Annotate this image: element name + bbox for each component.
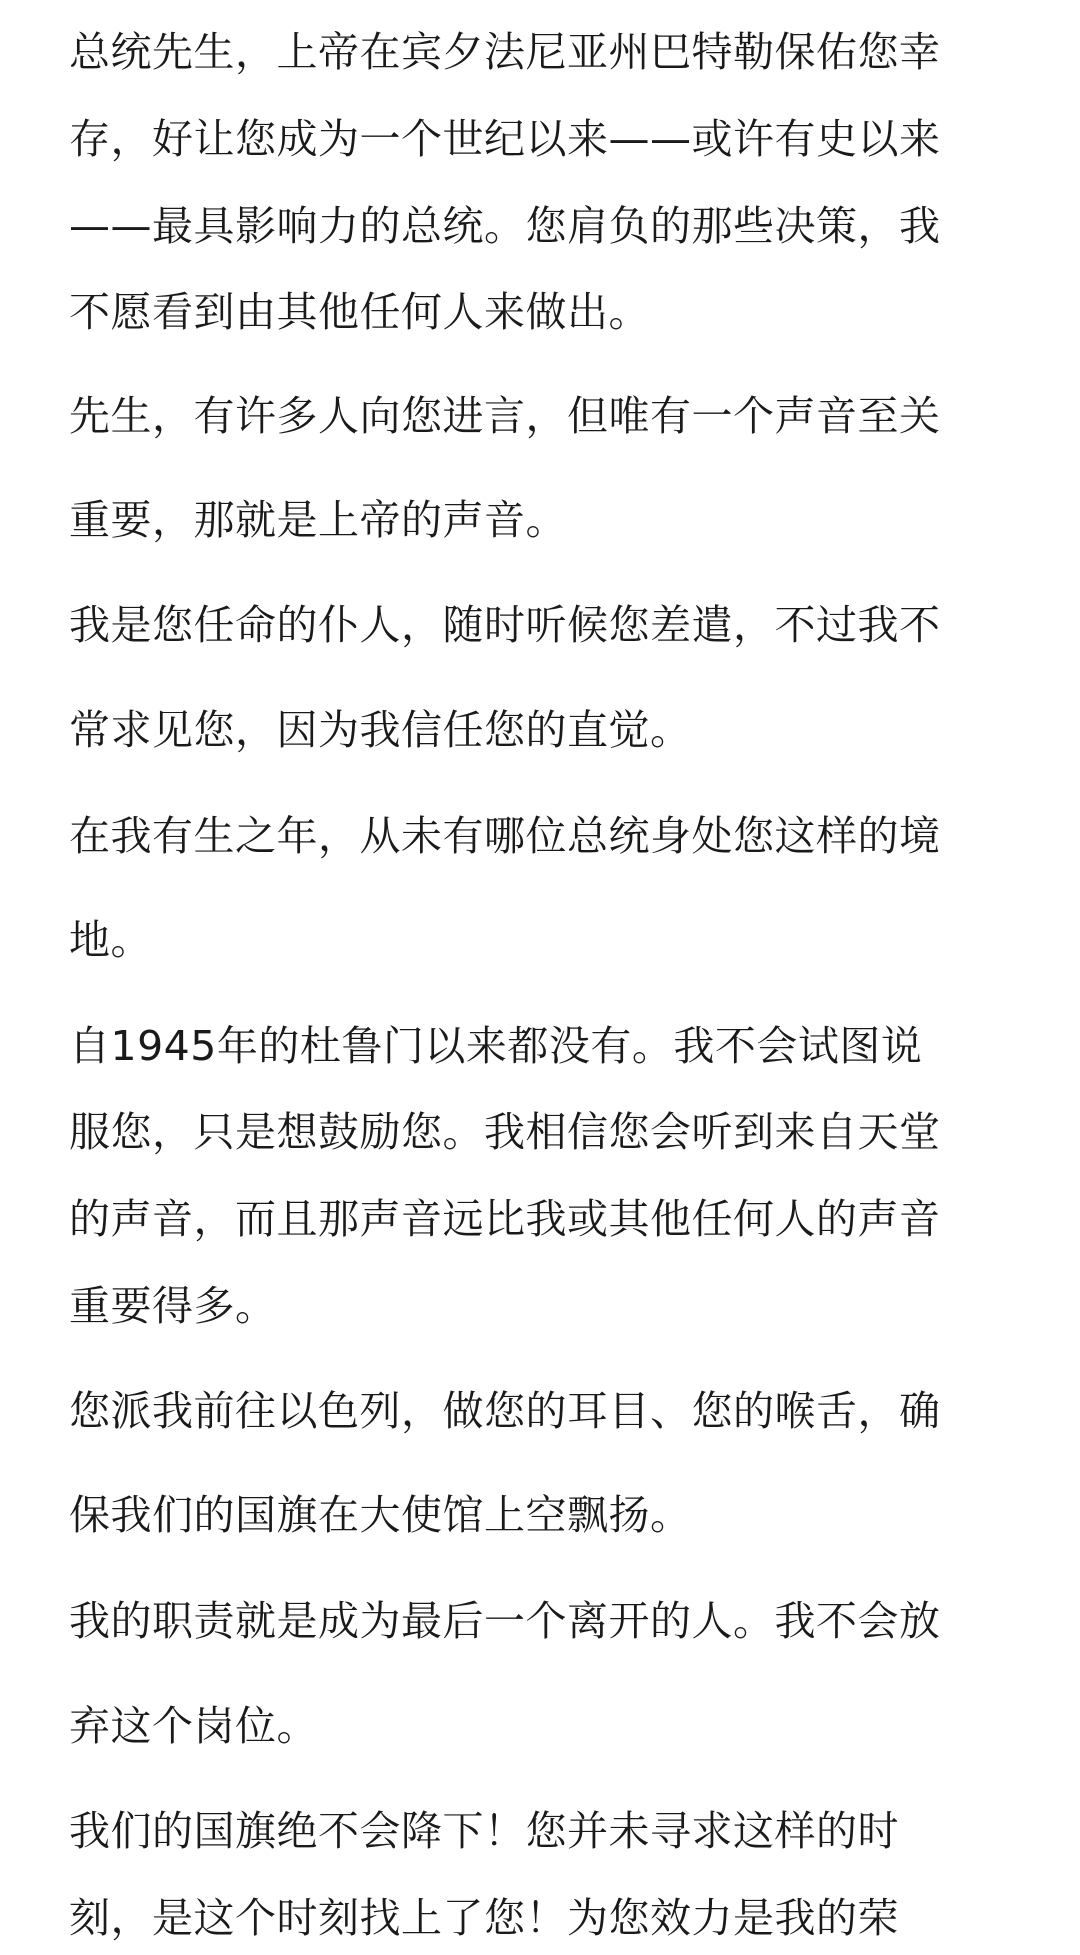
text-line: 常求见您，因为我信任您的直觉。 <box>69 706 692 754</box>
text-line: 自1945年的杜鲁门以来都没有。我不会试图说 <box>69 1022 923 1070</box>
text-line: 刻，是这个时刻找上了您！为您效力是我的荣 <box>69 1894 899 1942</box>
text-line: 弃这个岗位。 <box>69 1702 318 1750</box>
text-line: 的声音，而且那声音远比我或其他任何人的声音 <box>69 1195 941 1243</box>
text-line: 重要，那就是上帝的声音。 <box>69 496 567 544</box>
text-line: 保我们的国旗在大使馆上空飘扬。 <box>69 1491 692 1539</box>
text-line: 我的职责就是成为最后一个离开的人。我不会放 <box>69 1597 941 1645</box>
text-line: 总统先生，上帝在宾夕法尼亚州巴特勒保佑您幸 <box>69 28 941 76</box>
text-line: 我们的国旗绝不会降下！您并未寻求这样的时 <box>69 1807 899 1855</box>
text-line: 您派我前往以色列，做您的耳目、您的喉舌，确 <box>69 1387 941 1435</box>
text-line: 地。 <box>69 916 152 964</box>
text-line: ——最具影响力的总统。您肩负的那些决策，我 <box>69 202 941 250</box>
text-line: 服您，只是想鼓励您。我相信您会听到来自天堂 <box>69 1108 941 1156</box>
text-line: 不愿看到由其他任何人来做出。 <box>69 288 650 336</box>
text-line: 重要得多。 <box>69 1282 277 1330</box>
text-line: 先生，有许多人向您进言，但唯有一个声音至关 <box>69 392 941 440</box>
text-line: 存，好让您成为一个世纪以来——或许有史以来 <box>69 115 941 163</box>
text-line: 在我有生之年，从未有哪位总统身处您这样的境 <box>69 812 941 860</box>
text-line: 我是您任命的仆人，随时听候您差遣，不过我不 <box>69 601 941 649</box>
